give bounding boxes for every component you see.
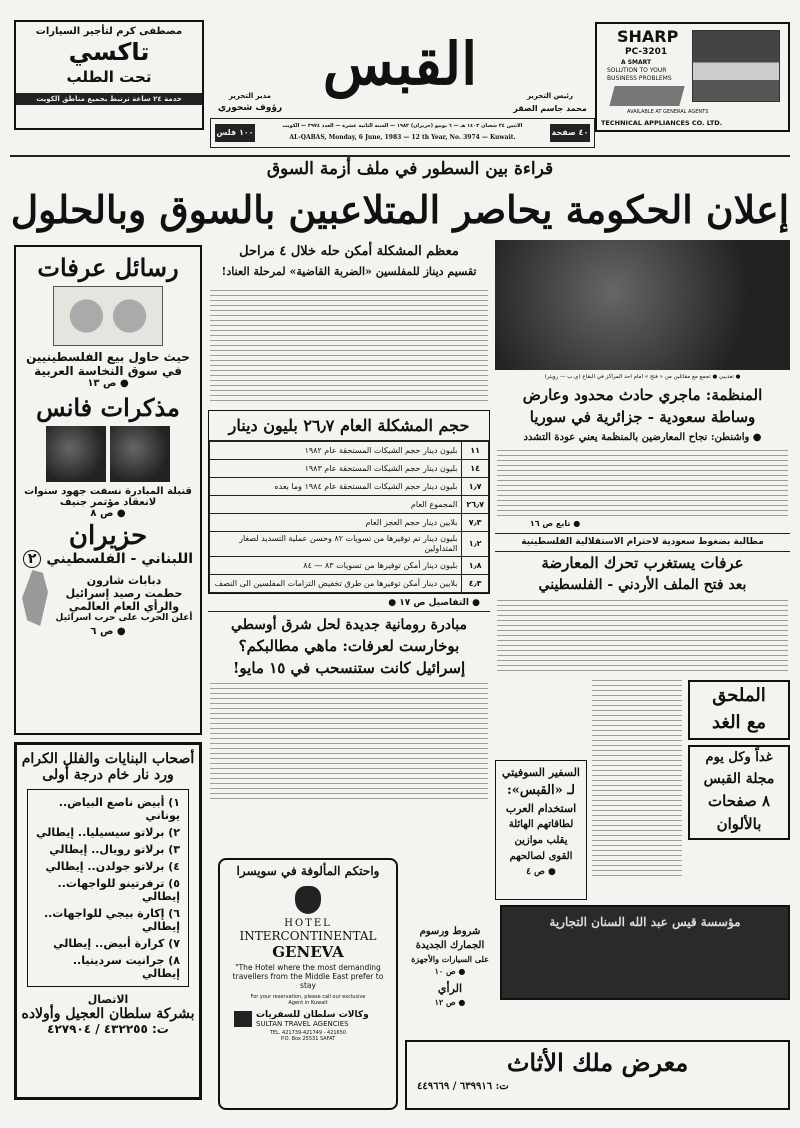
june-line-3 [48,600,200,613]
right-headline-1-text: المنظمة: ماجري حادث محدود وعارض [522,386,763,404]
manager-name [215,103,285,114]
supplement-line-2: مع الغد [711,712,767,733]
problem-table [208,410,490,594]
june-sub: اللبناني - الفلسطيني [46,551,194,567]
problem-table-grid [209,441,489,593]
envoy-line-2-text: لـ «القبس»: [507,783,575,798]
table-row [210,557,489,575]
arafat-headline-2 [495,575,790,595]
arafat-headline-1 [495,553,790,574]
tomorrow-line-4 [690,813,788,836]
marble-title-2-text: ورد نار خام درجة أولى [42,767,174,783]
memoirs-sub-1-text: قنبلة المبادرة نسفت جهود سنوات [24,486,192,497]
taxi-ad-company [16,26,202,37]
details-ref: ● التفاصيل ص ١٧ ● [388,598,480,608]
june-part-number: ٢ [23,550,42,568]
marble-title-1 [17,751,199,767]
arafat-title [16,253,200,282]
supplement-box [688,680,790,740]
row-value: ١٫٧ [462,478,489,496]
customs-line-2-text: الجمارك الجديدة [415,940,485,951]
table-row [210,514,489,532]
tomorrow-line-1-text: غداً وكل يوم [705,750,773,765]
marble-item: ١) أبيض ناصع البياض.. يوناني [58,796,180,822]
tomorrow-line-3-text: ٨ صفحات [708,792,770,810]
center-body-text [210,290,488,405]
june-page: ● ص ٦ [90,626,126,637]
row-value: ١١ [462,442,489,460]
row-description: المجموع العام [210,496,462,514]
furniture-ad [405,1040,790,1110]
opinion-label: الرأي [437,982,463,995]
left-promo-box [14,245,202,735]
memoirs-title [16,393,200,422]
arafat-headline-1-text: عرفات يستغرب تحرك المعارضة [541,554,744,572]
hotel-arabic [220,864,396,878]
marble-item: ٢) برلاتو سيسيليا.. إيطالي [36,826,180,839]
marble-title-2 [17,767,199,783]
arafat-title-text: رسائل عرفات [37,253,179,282]
marble-phone: ت: ٤٣٢٢٥٥ / ٤٢٧٩٠٤ [47,1022,169,1036]
table-row [210,575,489,593]
right-headline-2 [495,407,790,428]
date-english-text: AL-QABAS, Monday, 6 June, 1983 — 12 th Year, No. 3974 — Kuwait. [289,134,516,141]
row-description: بليون دينار حجم الشيكات المستحقة عام ١٩٨٣ [210,460,462,478]
hotel-city: GENEVA [272,943,344,961]
taxi-ad-subtitle: تحت الطلب [66,68,152,86]
kicker-text: قراءة بين السطور في ملف أزمة السوق [266,159,554,179]
date-bar [210,118,595,148]
tomorrow-line-2-text: مجلة القبس [703,771,775,787]
agent-arabic: وكالات سلطان للسفريات [256,1010,369,1020]
photo-caption [495,373,790,382]
company-ad-name [502,915,788,929]
right-headline-2-text: وساطة سعودية - جزائرية في سوريا [529,408,756,426]
vance-photo [46,426,106,482]
envoy-box [495,760,587,900]
date-arabic-text: الاثنين ٢٤ شعبان ١٤٠٣ هـ — ٦ يونيو (حزيران) ١٩٨٣ — السنة الثانية عشرة — العدد ٣٩٧٤ — الكويت [282,123,523,129]
continued-ref: ● تابع ص ١٦ [520,518,590,530]
marble-item: ٧) كرارة أبيض.. إيطالي [53,937,180,950]
marble-company [17,1006,199,1022]
envoy-line-3 [496,800,586,817]
row-value: ٢٦٫٧ [462,496,489,514]
center-subhead-2 [208,264,490,280]
hotel-label: HOTEL [284,918,332,929]
editor-name [510,103,590,114]
arafat-sub-1 [16,350,200,364]
customs-line-3 [405,953,495,965]
june-lines [48,574,200,623]
june-line-4 [48,613,200,623]
table-title [209,411,489,441]
row-value: ١٫٨ [462,557,489,575]
memoirs-sub-2-text: لانعقاد مؤتمر جنيف [59,497,157,508]
supplement-line-1: الملحق [712,685,766,706]
agent-english: SULTAN TRAVEL AGENCIES [256,1020,349,1028]
customs-line-3-text: على السيارات والأجهزة [411,954,489,964]
hotel-reserve: For your reservation, please call our exclusive Agent in Kuwait [250,994,366,1006]
tomorrow-line-4-text: بالألوان [716,815,762,833]
table-row [210,478,489,496]
sharp-tagline-1: A SMART [621,59,652,66]
marble-item: ٣) برلاتو رويال.. إيطالي [49,843,180,856]
hotel-ad [218,858,398,1110]
hotel-crest-icon [295,886,321,914]
masthead-rule [10,155,790,157]
memoirs-photos [16,426,200,482]
june-subtitle-row [23,551,193,567]
arafat-sub-1-text: حيث حاول بيع الفلسطينيين [26,350,190,364]
hotel-slogan: "The Hotel where the most demanding travellers from the Middle East prefer to stay [232,963,384,990]
saudi-bar-text: مطالبة بضغوط سعودية لاحترام الاستقلالية الفلسطينية [521,537,764,547]
customs-line-2 [405,939,495,953]
row-value: ١٤ [462,460,489,478]
row-value: ١٫٢ [462,532,489,557]
taxi-ad-title: تاكسي [68,38,150,66]
kicker [200,158,620,180]
editor-name-text: محمد جاسم الصقر [513,104,587,113]
main-headline [10,185,790,235]
row-description: بلايين دينار حجم العجز العام [210,514,462,532]
memoirs-sub-1 [16,486,200,497]
envoy-line-3-text: استخدام العرب [505,802,577,815]
right-body-text [497,450,788,516]
june-lines-row [16,570,200,626]
taxi-ad-service [16,93,202,105]
june-line-2-text: حطمت رصيد إسرائيل [65,586,183,600]
date-arabic [261,122,544,130]
envoy-line-1-text: السفير السوفيتي [502,766,580,779]
company-ad-name-text: مؤسسة قيس عبد الله السنان التجارية [549,915,741,929]
arafat-headline-2-text: بعد فتح الملف الأردني - الفلسطيني [538,577,747,593]
envoy-line-6 [496,849,586,865]
bucharest-headline-2-text: إسرائيل كانت ستنسحب في ١٥ مايو! [232,659,466,677]
table-row [210,442,489,460]
tomorrow-line-3 [690,790,788,813]
row-value: ٤٫٣ [462,575,489,593]
envoy-line-5-text: يقلب موازين [514,835,568,846]
taxi-ad-service-text: خدمة ٢٤ ساعة ترتبط بجميع مناطق الكويت [36,95,182,103]
envoy-line-6-text: القوى لصالحهم [509,851,573,862]
marble-item: ٨) جرانيت سردينيا.. إيطالي [72,954,180,980]
marble-title-1-text: أصحاب البنايات والفلل الكرام [21,751,195,767]
computer-illustration [692,30,780,102]
marble-ad [14,742,202,1100]
table-row [210,460,489,478]
marble-item: ٥) ترفرتينو للواجهات.. إيطالي [57,877,180,903]
envoy-line-5 [496,833,586,849]
marble-company-text: بشركة سلطان العجيل وأولاده [21,1006,195,1022]
sultan-logo-icon [234,1011,252,1027]
furniture-ad-tel: ت: ٦٣٩٩١٦ / ٤٤٩٦٦٩ [417,1081,509,1092]
sharp-model: PC-3201 [625,47,668,57]
main-headline-text: إعلان الحكومة يحاصر المتلاعبين بالسوق وبالحلول [10,187,790,232]
hotel-name-text: INTERCONTINENTAL [239,929,377,943]
envoy-line-2 [496,781,586,800]
marble-list [27,789,189,987]
customs-box [405,925,495,1025]
memoirs-page: ● ص ٨ [90,508,126,519]
photo-caption-text: ● تعذيبي ● تجمع مع مقاتلين من « فتح » امام احد المراكز في البقاع (ي.ب — رويتر) [544,374,741,380]
romania-headline [208,611,490,635]
june-line-1-text: دبابات شارون [86,573,162,587]
agent-tel: TEL. 421739-421749 - 421650 [269,1030,347,1036]
center-subhead-1 [208,243,490,261]
agent-pobox: P.O. Box 25531 SAFAT [280,1036,336,1042]
right-headline-3 [495,430,790,445]
editor-title: رئيس التحرير [526,92,574,100]
taxi-ad-company-text: مصطفى كرم لتأجير السيارات [35,26,183,37]
table-row [210,496,489,514]
arafat-sub-2-text: في سوق النخاسة العربية [34,364,182,378]
hotel-arabic-text: واحتكم المألوفة في سويسرا [236,864,380,878]
envoy-line-4-text: لطاقاتهم الهائلة [508,819,574,830]
sharp-available: AVAILABLE AT GENERAL AGENTS [627,109,709,115]
arafat-sub-2 [16,364,200,378]
taxi-ad [14,20,204,130]
arafat-cartoon [53,286,163,346]
printer-illustration [609,86,684,106]
romania-headline-text: مبادرة رومانية جديدة لحل شرق أوسطي [231,617,467,633]
bucharest-body-text [210,683,488,803]
row-description: بليون دينار حجم الشيكات المستحقة عام ١٩٨٢ [210,442,462,460]
tomorrow-line-2 [690,768,788,790]
lebanon-map [22,570,48,626]
marble-item: ٦) إكارة بيجي للواجهات.. إيطالي [43,907,180,933]
agent-names [256,1010,369,1028]
price-badge: ١٠٠ فلس [215,124,255,142]
row-description: بليون دينار تم توفيرها من تسويات ٨٢ وحسن عملية التسديد لصغار المتداولين [210,532,462,557]
customs-line-1-text: شروط ورسوم [419,926,481,937]
row-value: ٧٫٣ [462,514,489,532]
hotel-name [220,929,396,943]
june-line-4-text: أعلن الحرب على حرب اسرائيل [55,612,193,623]
row-description: بليون دينار أمكن توفيرها من تسويات ٨٣ — ٨٤ [210,557,462,575]
customs-page: ● ص ١٠ [434,966,466,976]
row-description: بليون دينار حجم الشيكات المستحقة عام ١٩٨٤ وما بعده [210,478,462,496]
arafat-page: ● ص ١٣ [87,378,129,389]
bucharest-headline-1-text: بوخارست لعرفات: ماهي مطالبكم؟ [238,637,460,655]
opinion-page: ● ص ١٢ [434,997,466,1007]
right-lower-body-text [592,680,682,880]
table-title-text: حجم المشكلة العام ٢٦٫٧ بليون دينار [228,416,470,435]
june-line-3-text: والرأي العام العالمي [68,599,180,613]
june-subtitle [16,551,200,567]
sharp-tagline-2: SOLUTION TO YOUR [607,67,667,74]
right-headline-3-text: ● واشنطن: نجاح المعارضين بالمنظمة يعني عودة التشدد [523,432,762,443]
begin-photo [110,426,170,482]
envoy-line-4 [496,817,586,833]
sharp-brand: SHARP [617,27,679,46]
furniture-ad-title: معرض ملك الأثاث [506,1048,689,1077]
bucharest-headline-2 [208,657,490,679]
row-description: بلايين دينار أمكن توفيرها من طرق تخفيض التزامات المفلسين الى النصف [210,575,462,593]
marble-contact: الاتصال [87,993,129,1006]
customs-line-1 [405,925,495,939]
company-ad [500,905,790,1000]
june-title-text: حزيران [68,521,148,551]
sharp-company: TECHNICAL APPLIANCES CO. LTD. [601,119,723,127]
center-subhead-2-text: تقسيم ديناز للمفلسين «الضربة القاضية» لمرحلة العناد! [221,265,477,278]
manager-name-text: رؤوف شحوري [217,103,283,113]
pages-badge: ٤٠ صفحة [550,124,590,142]
sharp-tagline-3: BUSINESS PROBLEMS [607,75,672,82]
marble-item: ٤) برلاتو جولدن.. إيطالي [45,860,180,873]
envoy-page: ● ص ٤ [526,867,556,877]
table-row [210,532,489,557]
manager-title: مدير التحرير [228,92,272,100]
tomorrow-box [688,745,790,840]
june-title [16,521,200,551]
center-subhead-1-text: معظم المشكلة أمكن حله خلال ٤ مراحل [239,244,459,259]
saudi-bar [495,533,790,552]
date-english [261,133,544,142]
june-line-2 [48,587,200,600]
front-page-photo [495,240,790,370]
sharp-ad [595,22,790,132]
memoirs-sub-2 [16,497,200,508]
tomorrow-line-1 [690,747,788,768]
june-line-1 [48,574,200,587]
center-lower-column [208,410,490,803]
memoirs-title-text: مذكرات فانس [36,393,180,422]
agent-logo-row [220,1008,396,1030]
right-headline-1 [495,385,790,406]
masthead-logo: القبس [322,30,478,98]
envoy-line-1 [496,764,586,781]
arafat-body-text [497,600,788,675]
bucharest-headline-1 [208,635,490,657]
